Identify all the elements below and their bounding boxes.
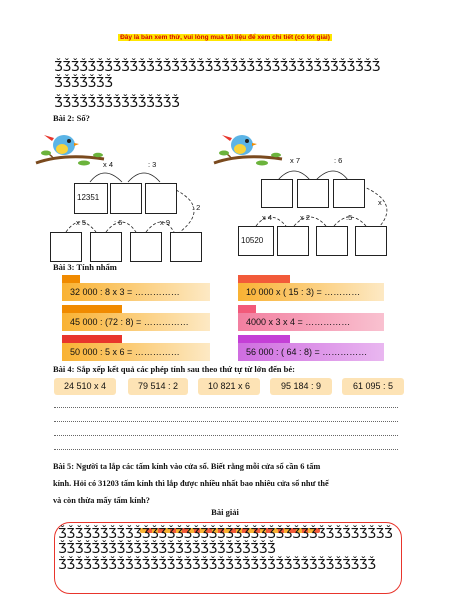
preview-notice-text: Đây là bản xem thử, vui lòng mua tài liệu để xem chi tiết (có lời giải) <box>120 34 330 41</box>
calc-item-4: 4000 x 3 x 4 = …………… <box>238 313 384 331</box>
left-blank-box-2[interactable] <box>145 183 177 214</box>
bai5-line-3: và còn thừa mấy tấm kính? <box>53 496 150 505</box>
left-bottom-op-3: x 9 <box>160 218 171 227</box>
calc-item-5: 50 000 : 5 x 6 = …………… <box>62 343 210 361</box>
chip-4: 95 184 : 9 <box>270 378 332 395</box>
right-blank-box-4[interactable] <box>277 226 309 256</box>
left-top-op-2: : 3 <box>148 160 157 169</box>
chip-1: 24 510 x 4 <box>54 378 116 395</box>
bai5-line-2: kính. Hỏi có 31203 tấm kính thì lắp được nhiều nhất bao nhiêu cửa sổ như thế <box>53 479 329 488</box>
left-bottom-op-1: x 5 <box>76 218 87 227</box>
left-blank-box-1[interactable] <box>110 183 142 214</box>
right-side-op: x <box>378 198 382 207</box>
preview-notice <box>0 26 450 44</box>
right-blank-box-3[interactable] <box>333 179 365 208</box>
garbled-bottom-3: ǮǮǮǮǮǮǮǮǮǮǮǮǮǮǮǮǮǮǮǮǮǮǮǮǮǮǮǮǮǮǮǮǮǮǮǮǮǮ <box>58 558 376 573</box>
right-blank-box-5[interactable] <box>316 226 348 256</box>
garbled-bottom-2: ǮǮǮǮǮǮǮǮǮǮǮǮǮǮǮǮǮǮǮǮǮǮǮǮǮǮ <box>58 542 276 557</box>
bai2-heading: Bài 2: Số? <box>53 113 90 123</box>
bai4-heading: Bài 4: Sắp xếp kết quả các phép tính sau theo thứ tự từ lớn đến bé: <box>53 364 295 374</box>
calc-item-6: 56 000 : ( 64 : 8) = …………… <box>238 343 384 361</box>
calc-item-1: 32 000 : 8 x 3 = …………… <box>62 283 210 301</box>
left-start-value: 12351 <box>77 193 100 202</box>
garbled-line-2: ǮǮǮǮǮǮǮ <box>54 76 113 91</box>
garbled-line-3: ǮǮǮǮǮǮǮǮǮǮǮǮǮǮǮ <box>54 96 180 111</box>
calc-item-2: 10 000 x ( 15 : 3) = ………… <box>238 283 384 301</box>
left-bottom-op-2: : 6 <box>114 218 123 227</box>
right-top-op-1: x 7 <box>290 156 301 165</box>
right-top-op-2: : 6 <box>334 156 343 165</box>
chip-5: 61 095 : 5 <box>342 378 404 395</box>
right-blank-box-1[interactable] <box>261 179 293 208</box>
left-blank-box-3[interactable] <box>50 232 82 262</box>
left-side-op: : 2 <box>192 203 201 212</box>
right-bottom-op-3: :5 <box>346 213 353 222</box>
garbled-bottom-1: ǮǮǮǮǮǮǮǮǮǮǮǮǮǮǮǮǮǮǮǮǮǮǮǮǮǮǮǮǮǮǮǮǮǮǮǮǮǮǮǮ <box>58 527 393 542</box>
garbled-line-1: ǮǮǮǮǮǮǮǮǮǮǮǮǮǮǮǮǮǮǮǮǮǮǮǮǮǮǮǮǮǮǮǮǮǮǮǮǮǮǮ <box>54 60 380 75</box>
right-blank-box-2[interactable] <box>297 179 329 208</box>
answer-line-3[interactable] <box>54 434 398 436</box>
left-blank-box-6[interactable] <box>170 232 202 262</box>
calc-item-3: 45 000 : (72 : 8) = …………… <box>62 313 210 331</box>
left-blank-box-5[interactable] <box>130 232 162 262</box>
left-top-op-1: x 4 <box>103 160 114 169</box>
chip-3: 10 821 x 6 <box>198 378 260 395</box>
right-blank-box-6[interactable] <box>355 226 387 256</box>
bai3-heading: Bài 3: Tính nhẩm <box>53 262 117 272</box>
bai5-line-1: Bài 5: Người ta lắp các tấm kính vào cửa sổ. Biết rằng mỗi cửa sổ cần 6 tấm <box>53 462 321 471</box>
answer-line-1[interactable] <box>54 406 398 408</box>
answer-line-2[interactable] <box>54 420 398 422</box>
solution-label: Bài giải <box>211 507 239 517</box>
right-start-value: 10520 <box>241 236 264 245</box>
answer-line-4[interactable] <box>54 448 398 450</box>
right-bottom-op-1: x 4 <box>262 213 273 222</box>
left-blank-box-4[interactable] <box>90 232 122 262</box>
chip-2: 79 514 : 2 <box>128 378 188 395</box>
right-bottom-op-2: x 2 <box>300 213 311 222</box>
